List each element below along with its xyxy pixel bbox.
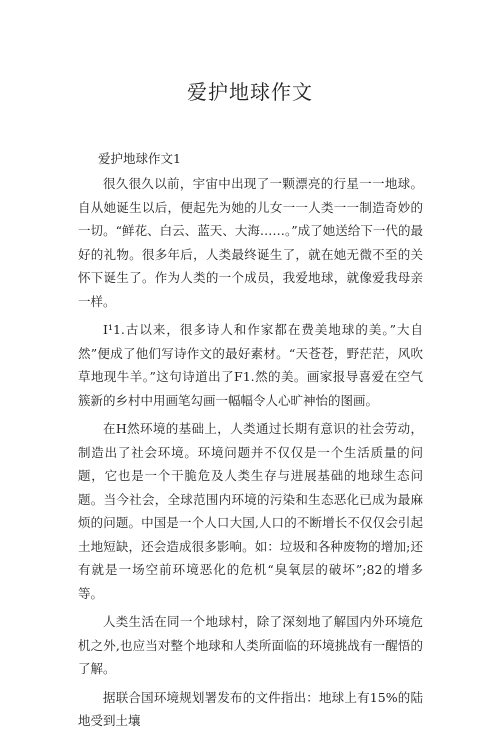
page-title: 爱护地球作文	[187, 80, 313, 104]
paragraph: 人类生活在同一个地球村，除了深刻地了解国内外环境危机之外,也应当对整个地球和人类所面临的环境挑战有一醒悟的了解。	[78, 614, 423, 676]
section-heading: 爱护地球作文1	[98, 151, 181, 166]
paragraph: I¹1.古以来，很多诗人和作家都在费美地球的美。”大自然”便成了他们写诗作文的最好素材。“天苍苍，野茫茫，风吹草地现牛羊。”这句诗道出了F1.然的美。画家报导喜爱在空气簇新的乡村中用画笔勾画一幅幅令人心旷神怡的图画。	[78, 322, 423, 408]
paragraph: 很久很久以前，宇宙中出现了一颗漂亮的行星一一地球。自从她诞生以后，便起先为她的儿女一一人类一一制造奇妙的一切。“鲜花、白云、蓝天、大海……。”成了她送给下一代的最好的礼物。很多年后，人类最终诞生了，就在她无微不至的关怀下诞生了。作为人类的一个成员，我爱地球，就像爱我母亲一样。	[78, 176, 423, 309]
paragraph: 据联合国环境规划署发布的文件指出：地球上有15%的陆地受到土壤	[78, 689, 423, 728]
paragraph: 在H然环境的基础上，人类通过长期有意识的社会劳动，制造出了社会环境。环境问题并不仅仅是一个生活质量的问题，它也是一个干脆危及人类生存与进展基础的地球生态问题。当今社会，全球范围内环境的污染和生态恶化已成为最麻烦的问题。中国是一个人口大国,人口的不断增长不仅仅会引起土地短缺，还会造成很多影响。如：垃圾和各种废物的增加;还有就是一场空前环境恶化的危机“臭氧层的破坏”;82的增多等。	[78, 421, 423, 601]
body-text	[78, 172, 423, 733]
